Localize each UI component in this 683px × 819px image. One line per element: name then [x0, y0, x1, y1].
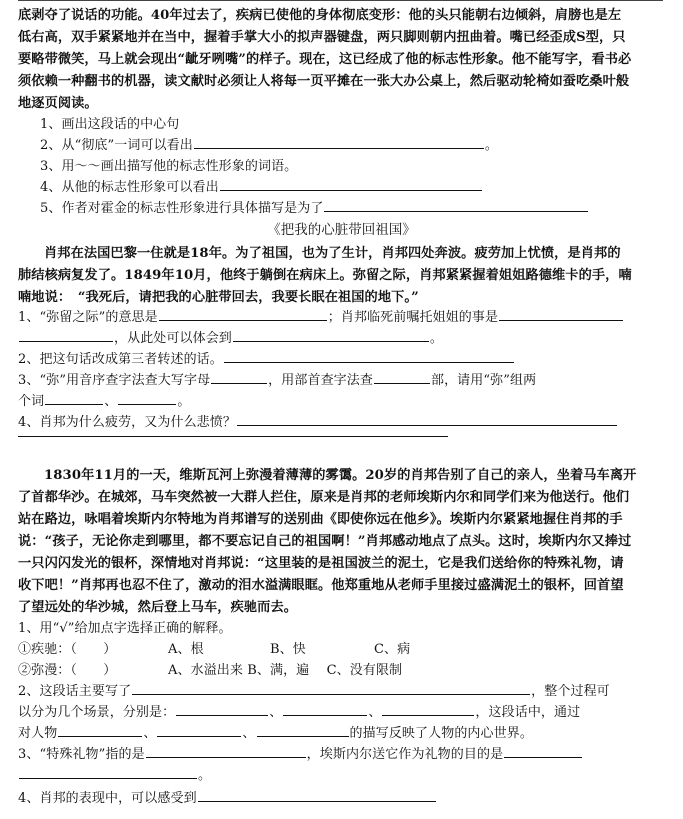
q3-2-blank-scene2[interactable] [283, 703, 367, 716]
q1-2-answer-blank[interactable] [194, 136, 484, 149]
q2-1-line-b [18, 327, 668, 346]
section-title-chopin: 《把我的心脏带回祖国》 [267, 222, 416, 238]
q3-2-text-f: 的描写反映了人物的内心世界。 [349, 726, 533, 741]
q3-1-text: 1、用“√”给加点字选择正确的解释。 [18, 621, 232, 636]
passage3-line-2: 了首都华沙。在城郊，马车突然被一大群人拦住，原来是肖邦的老师埃斯内尔和同学们来为他送行。他们 [18, 490, 630, 505]
passage2-line-2: 肺结核病复发了。1849年10月，他终于躺倒在病床上。弥留之际，肖邦紧紧握着姐姐路德维卡的手，喃 [18, 268, 632, 283]
q3-2-text-a: 2、这段话主要写了 [18, 684, 132, 699]
q1-1-text: 1、画出这段话的中心句 [40, 117, 180, 132]
q3-3-blank-purpose-b[interactable] [19, 766, 197, 779]
q1-1 [40, 113, 683, 132]
q3-3-line-b [18, 764, 668, 783]
q2-3-text-c: 部，请用“弥”组两 [430, 373, 537, 388]
passage3-line-1: 1830年11月的一天，维斯瓦河上弥漫着薄薄的雾霭。20岁的肖邦告别了自己的亲人，坐着马车离开 [44, 468, 637, 483]
q3-3-text-a: 3、“特殊礼物”指的是 [18, 747, 145, 762]
q1-4-answer-blank[interactable] [220, 178, 482, 191]
passage3-line-3: 站在路边，咏唱着埃斯内尔特地为肖邦谱写的送别曲《即使你远在他乡》。埃斯内尔紧紧地握住肖邦的手 [18, 512, 623, 527]
q2-3-sep: 、 [104, 394, 118, 409]
q2-1-line-a [18, 306, 668, 325]
passage2-line-1: 肖邦在法国巴黎一住就是18年。为了祖国，也为了生计，肖邦四处奔波。疲劳加上忧愤，是肖邦的 [44, 246, 621, 261]
q2-2-text: 2、把这句话改成第三者转述的话。 [18, 352, 223, 367]
q3-1-r2-label[interactable]: ②弥漫：（ ） [18, 663, 117, 678]
q2-3-end: 。 [177, 394, 191, 409]
q3-2-blank-main[interactable] [132, 682, 530, 695]
passage1-line-4: 须依赖一种翻书的机器，读文献时必须让人将每一页平摊在一张大办公桌上，然后驱动轮椅如蚕吃桑叶般 [18, 74, 630, 89]
q1-4-text: 4、从他的标志性形象可以看出 [40, 180, 219, 195]
q2-3-blank-letter[interactable] [211, 371, 267, 384]
passage3-line-6: 收下吧！”肖邦再也忍不住了，激动的泪水溢满眼眶。他郑重地从老师手里接过盛满泥土的银杯，回首望 [18, 578, 624, 593]
q1-2-text: 2、从“彻底”一词可以看出 [40, 138, 193, 153]
q3-1-r1-opt-a[interactable]: A、根 [168, 642, 204, 657]
q3-2-blank-desc1[interactable] [58, 724, 142, 737]
q3-2-text-e: 对人物 [18, 726, 58, 741]
q3-2-blank-desc2[interactable] [157, 724, 241, 737]
q3-2-text-c: 以分为几个场景，分别是： [18, 705, 176, 720]
q2-4-line [18, 411, 668, 430]
q2-4-answer-blank-b[interactable] [18, 436, 448, 437]
q2-1-blank-feeling[interactable] [233, 329, 429, 342]
q1-5-answer-blank[interactable] [324, 199, 588, 212]
q2-1-blank-request-a[interactable] [499, 308, 623, 321]
q2-3-text-d: 个词 [18, 394, 45, 409]
passage1-line-5: 地逐页阅读。 [18, 96, 98, 111]
q1-5-text: 5、作者对霍金的标志性形象进行具体描写是为了 [40, 201, 324, 216]
passage3-line-7: 了望远处的华沙城，然后登上马车，疾驰而去。 [18, 600, 298, 615]
q2-3-blank-radical[interactable] [374, 371, 430, 384]
q2-3-text-a: 3、“弥”用音序查字法查大写字母 [18, 373, 211, 388]
q2-2-line [18, 348, 668, 367]
q2-4-answer-blank-a[interactable] [237, 413, 617, 426]
q3-2-blank-scene3[interactable] [382, 703, 474, 716]
q3-2-line-b [18, 701, 668, 720]
q3-1-row-2 [18, 659, 668, 678]
q2-3-text-b: ，用部首查字法查 [268, 373, 373, 388]
q3-2-sep-3: 、 [143, 726, 157, 741]
q2-2-answer-blank[interactable] [224, 350, 514, 363]
q3-4-answer-blank[interactable] [198, 789, 436, 802]
passage1-line-2: 低右高，双手紧紧地并在当中，握着手掌大小的拟声器键盘，两只脚则朝内扭曲着。嘴已经歪成S型，只 [18, 30, 626, 45]
q3-1-row-1 [18, 638, 668, 657]
q3-2-blank-desc3[interactable] [257, 724, 349, 737]
passage2-line-3: 喃地说： “我死后，请把我的心脏带回去，我要长眠在祖国的地下。” [18, 290, 419, 305]
q3-3-blank-purpose-a[interactable] [504, 745, 582, 758]
q3-3-line-a [18, 743, 668, 762]
q3-1-r2-opts[interactable]: A、水溢出来 B、满，遍 C、没有限制 [168, 663, 403, 678]
q3-2-blank-scene1[interactable] [176, 703, 268, 716]
q3-1-r1-opt-c[interactable]: C、病 [374, 642, 411, 657]
q1-4 [40, 176, 683, 195]
q3-3-text-b: ，埃斯内尔送它作为礼物的目的是 [306, 747, 504, 762]
q2-1-text-a: 1、“弥留之际”的意思是 [18, 310, 158, 325]
q3-2-sep-4: 、 [242, 726, 256, 741]
q1-3 [40, 155, 683, 174]
q1-3-text: 3、用～～画出描写他的标志性形象的词语。 [40, 159, 298, 174]
q3-4-text: 4、肖邦的表现中，可以感受到 [18, 791, 197, 806]
passage1-line-3: 要略带微笑，马上就会现出“龇牙咧嘴”的样子。现在，这已经成了他的标志性形象。他不能写字，看书必 [18, 52, 632, 67]
q3-2-line-a [18, 680, 668, 699]
q3-2-line-c [18, 722, 668, 741]
q2-3-blank-word1[interactable] [45, 392, 103, 405]
passage3-line-5: 一只闪闪发光的银杯，深情地对肖邦说：“这里装的是祖国波兰的泥土，它是我们送给你的特殊礼物，请 [18, 556, 624, 571]
top-rule [18, 0, 663, 1]
q3-2-sep-2: 、 [368, 705, 382, 720]
q2-1-blank-meaning[interactable] [159, 308, 327, 321]
q2-1-end: 。 [429, 331, 444, 346]
passage1-line-1: 底剥夺了说话的功能。40年过去了，疾病已使他的身体彻底变形：他的头只能朝右边倾斜，肩膀也是左 [18, 8, 622, 23]
q2-3-blank-word2[interactable] [118, 392, 176, 405]
q1-5 [40, 197, 683, 216]
q3-1-r1-opt-b[interactable]: B、快 [270, 642, 306, 657]
q3-3-end: 。 [198, 768, 212, 783]
q2-4-text: 4、肖邦为什么疲劳，又为什么悲愤？ [18, 415, 236, 430]
q3-2-text-b: ，整个过程可 [531, 684, 610, 699]
q2-3-line-b [18, 390, 668, 409]
q3-2-sep-1: 、 [269, 705, 283, 720]
q2-1-text-c: ，从此处可以体会到 [114, 331, 232, 346]
q3-2-text-d: ，这段话中，通过 [475, 705, 581, 720]
q3-3-blank-gift[interactable] [146, 745, 306, 758]
q1-2 [40, 134, 683, 153]
q3-1-line [18, 617, 668, 636]
q3-4-line [18, 787, 668, 806]
passage3-line-4: 说：“孩子，无论你走到哪里，都不要忘记自己的祖国啊！”肖邦感动地点了点头。这时，埃斯内尔又捧过 [18, 534, 632, 549]
q2-3-line-a [18, 369, 668, 388]
q3-1-r1-label[interactable]: ①疾驰：（ ） [18, 642, 117, 657]
q1-2-end: 。 [484, 138, 498, 153]
q2-1-blank-request-b[interactable] [19, 329, 113, 342]
q2-1-text-b: ；肖邦临死前嘱托姐姐的事是 [327, 310, 499, 325]
